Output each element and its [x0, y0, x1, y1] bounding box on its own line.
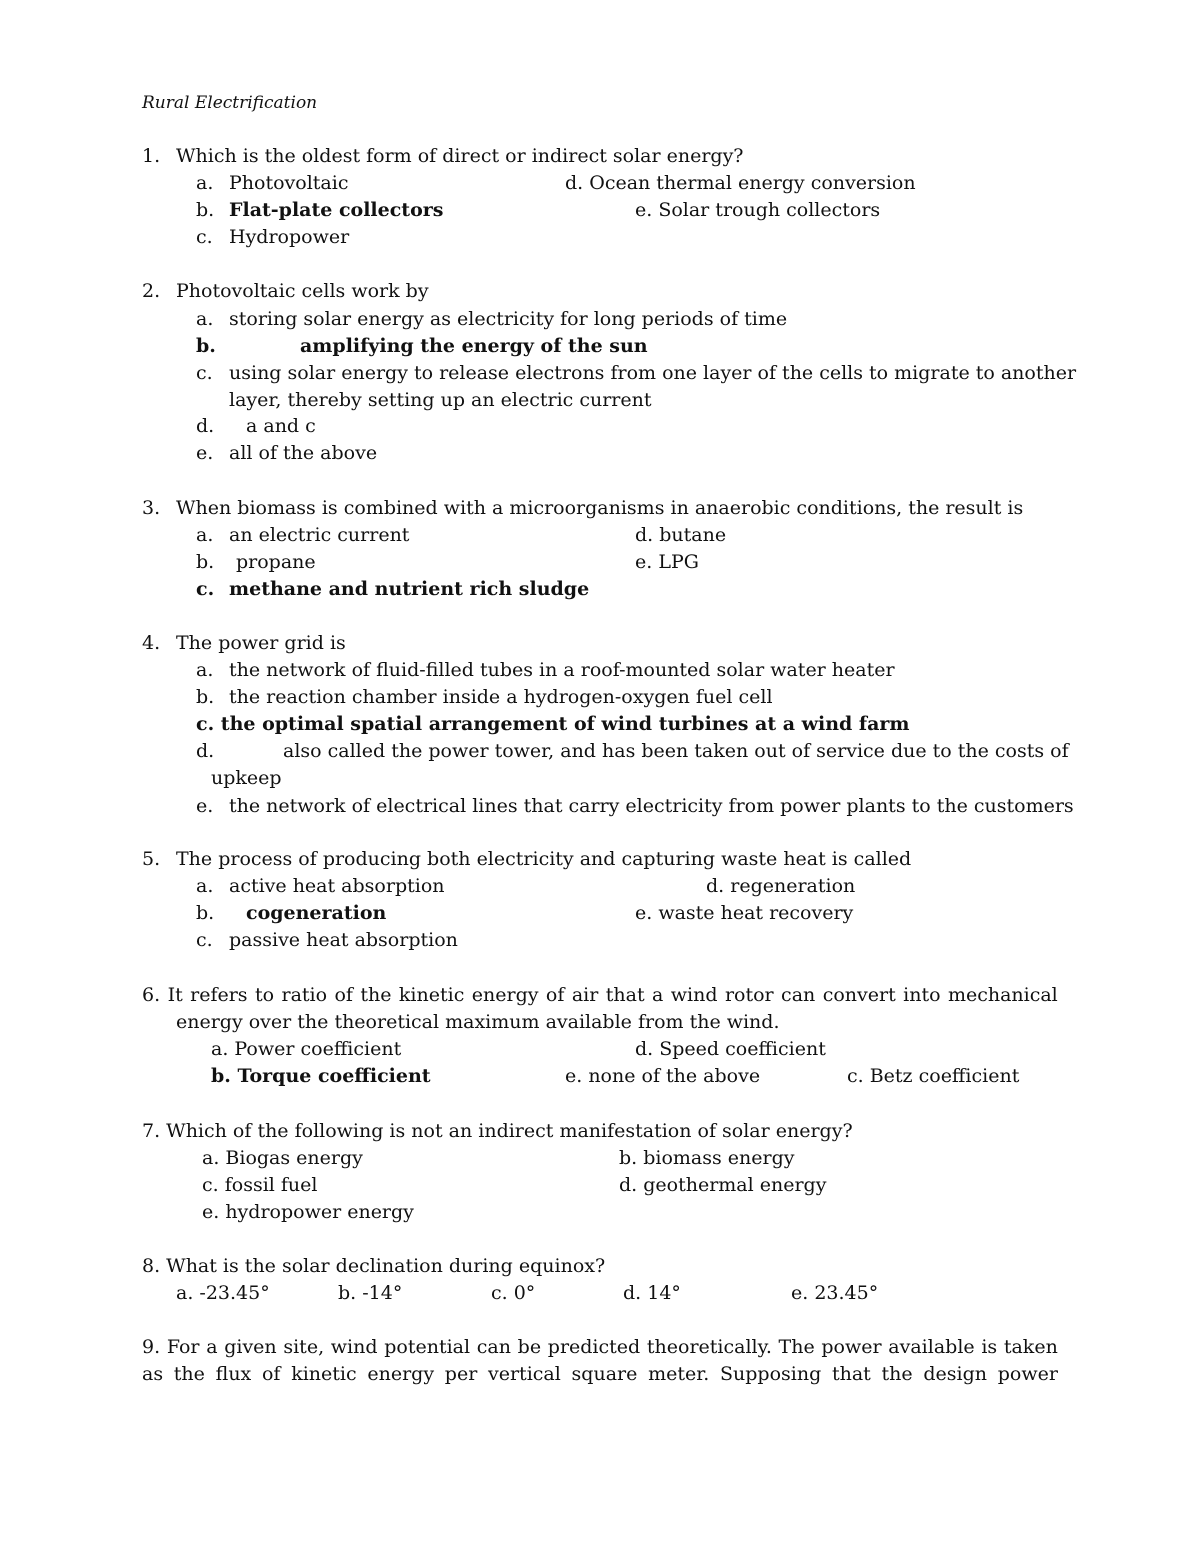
q6-word: convert	[822, 984, 896, 1006]
q9-word: vertical	[488, 1363, 561, 1385]
q9-word: power	[997, 1363, 1058, 1385]
q6-word: rotor	[724, 984, 774, 1006]
q9-word: the	[881, 1363, 913, 1385]
q9-word: energy	[367, 1363, 435, 1385]
q5-c-key: c.	[196, 929, 213, 951]
q9-word: For	[166, 1336, 200, 1358]
q4-number: 4.	[142, 632, 161, 654]
q6-word: a	[652, 984, 664, 1006]
q8-d: d. 14°	[623, 1282, 681, 1304]
q9-word: The	[778, 1336, 815, 1358]
q1-text: Which is the oldest form of direct or indirect solar energy?	[176, 145, 744, 167]
q6-word: refers	[190, 984, 248, 1006]
q9-word: of	[261, 1363, 281, 1385]
q9-word: the	[173, 1363, 205, 1385]
q9-word: Supposing	[719, 1363, 822, 1385]
q6-word: that	[605, 984, 645, 1006]
q1-b-text-answer: Flat-plate collectors	[229, 199, 444, 221]
q3-c-key: c.	[196, 578, 215, 600]
q5-e: e. waste heat recovery	[635, 902, 854, 924]
q6-a: a. Power coefficient	[211, 1038, 402, 1060]
q6-word: can	[781, 984, 816, 1006]
q8-e: e. 23.45°	[791, 1282, 879, 1304]
q4-d-text: also called the power tower, and has been taken out of service due to the costs of	[283, 740, 1069, 762]
q8-a: a. -23.45°	[176, 1282, 270, 1304]
q3-d: d. butane	[635, 524, 727, 546]
q9-word: kinetic	[291, 1363, 357, 1385]
q9-word: design	[923, 1363, 987, 1385]
q5-text: The process of producing both electricity and capturing waste heat is called	[176, 848, 912, 870]
q2-a-key: a.	[196, 308, 214, 330]
q3-e: e. LPG	[635, 551, 699, 573]
q6-word: kinetic	[398, 984, 465, 1006]
q4-e-key: e.	[196, 795, 214, 817]
q3-text: When biomass is combined with a microorganisms in anaerobic conditions, the result is	[176, 497, 1024, 519]
q9-word: given	[224, 1336, 277, 1358]
q9-word: power	[821, 1336, 882, 1358]
q7-c: c. fossil fuel	[202, 1174, 318, 1196]
q6-word: of	[545, 984, 565, 1006]
q4-d-text-cont: upkeep	[211, 767, 282, 789]
q4-text: The power grid is	[176, 632, 346, 654]
q9-word: as	[142, 1363, 164, 1385]
q6-word: air	[571, 984, 599, 1006]
q4-b-key: b.	[196, 686, 215, 708]
q1-a-key: a.	[196, 172, 214, 194]
q3-a-key: a.	[196, 524, 214, 546]
q6-word: into	[903, 984, 941, 1006]
q2-number: 2.	[142, 280, 161, 302]
q2-b-key: b.	[196, 335, 216, 357]
q2-c-key: c.	[196, 362, 213, 384]
q7-b: b. biomass energy	[619, 1147, 795, 1169]
q6-word: the	[360, 984, 392, 1006]
q7-e: e. hydropower energy	[202, 1201, 414, 1223]
q2-b-text-answer: amplifying the energy of the sun	[300, 335, 648, 357]
q9-word: per	[444, 1363, 478, 1385]
q4-c-answer: c. the optimal spatial arrangement of wind turbines at a wind farm	[196, 713, 910, 735]
q3-a-text: an electric current	[229, 524, 410, 546]
q3-number: 3.	[142, 497, 161, 519]
q6-b-answer: b. Torque coefficient	[211, 1065, 431, 1087]
q9-line2	[142, 1361, 1058, 1388]
q9-word: wind	[330, 1336, 378, 1358]
q2-e-key: e.	[196, 442, 214, 464]
q8-c: c. 0°	[491, 1282, 536, 1304]
q6-word: to	[254, 984, 275, 1006]
q5-b-key: b.	[196, 902, 215, 924]
q9-word: theoretically.	[646, 1336, 772, 1358]
q3-b-key: b.	[196, 551, 215, 573]
q6-c: c. Betz coefficient	[847, 1065, 1020, 1087]
q9-word: is	[981, 1336, 998, 1358]
q4-d-key: d.	[196, 740, 215, 762]
q1-number: 1.	[142, 145, 161, 167]
q9-word: potential	[384, 1336, 471, 1358]
q2-e-text: all of the above	[229, 442, 378, 464]
q9-word: can	[476, 1336, 511, 1358]
q2-d-text: a and c	[246, 415, 316, 437]
q1-b-key: b.	[196, 199, 215, 221]
q4-e-text: the network of electrical lines that carry electricity from power plants to the customers	[229, 795, 1074, 817]
q1-c-key: c.	[196, 226, 213, 248]
q1-e: e. Solar trough collectors	[635, 199, 881, 221]
q9-word: that	[831, 1363, 871, 1385]
q9-word: available	[888, 1336, 975, 1358]
q3-b-text: propane	[236, 551, 316, 573]
q5-a-key: a.	[196, 875, 214, 897]
q6-word: wind	[670, 984, 718, 1006]
q7-d: d. geothermal energy	[619, 1174, 827, 1196]
q3-c-text-answer: methane and nutrient rich sludge	[229, 578, 590, 600]
q9-word: flux	[215, 1363, 252, 1385]
q4-a-key: a.	[196, 659, 214, 681]
q2-text: Photovoltaic cells work by	[176, 280, 429, 302]
q5-c-text: passive heat absorption	[229, 929, 458, 951]
q2-a-text: storing solar energy as electricity for long periods of time	[229, 308, 788, 330]
q2-c-text: using solar energy to release electrons from one layer of the cells to migrate to another	[229, 362, 1077, 384]
q8-text: 8. What is the solar declination during equinox?	[142, 1255, 606, 1277]
q5-d: d. regeneration	[706, 875, 856, 897]
q6-word: energy	[471, 984, 539, 1006]
q2-d-key: d.	[196, 415, 215, 437]
q5-a-text: active heat absorption	[229, 875, 445, 897]
q1-a-text: Photovoltaic	[229, 172, 349, 194]
q9-word: square	[571, 1363, 638, 1385]
q2-c-text-cont: layer, thereby setting up an electric current	[229, 389, 652, 411]
q6-word: ratio	[281, 984, 328, 1006]
q1-c-text: Hydropower	[229, 226, 350, 248]
document-title: Rural Electrification	[142, 93, 318, 113]
q9-word: site,	[283, 1336, 325, 1358]
q4-b-text: the reaction chamber inside a hydrogen-oxygen fuel cell	[229, 686, 773, 708]
q9-word: meter.	[648, 1363, 710, 1385]
q6-word: It	[167, 984, 183, 1006]
q6-word: mechanical	[947, 984, 1058, 1006]
q6-line1	[142, 982, 1058, 1009]
q5-number: 5.	[142, 848, 161, 870]
q6-e: e. none of the above	[565, 1065, 761, 1087]
q9-line1	[142, 1334, 1058, 1361]
q9-word: 9.	[142, 1336, 161, 1358]
q9-word: be	[517, 1336, 542, 1358]
q6-word: of	[334, 984, 353, 1006]
q4-a-text: the network of fluid-filled tubes in a roof-mounted solar water heater	[229, 659, 895, 681]
q7-text: 7. Which of the following is not an indirect manifestation of solar energy?	[142, 1120, 853, 1142]
q8-b: b. -14°	[338, 1282, 403, 1304]
q1-d: d. Ocean thermal energy conversion	[565, 172, 916, 194]
q5-b-text-answer: cogeneration	[246, 902, 387, 924]
q6-line2: energy over the theoretical maximum available from the wind.	[176, 1011, 780, 1033]
q9-word: predicted	[547, 1336, 641, 1358]
q6-d: d. Speed coefficient	[635, 1038, 826, 1060]
q7-a: a. Biogas energy	[202, 1147, 363, 1169]
q9-word: a	[206, 1336, 218, 1358]
q9-word: taken	[1003, 1336, 1058, 1358]
q6-word: 6.	[142, 984, 161, 1006]
